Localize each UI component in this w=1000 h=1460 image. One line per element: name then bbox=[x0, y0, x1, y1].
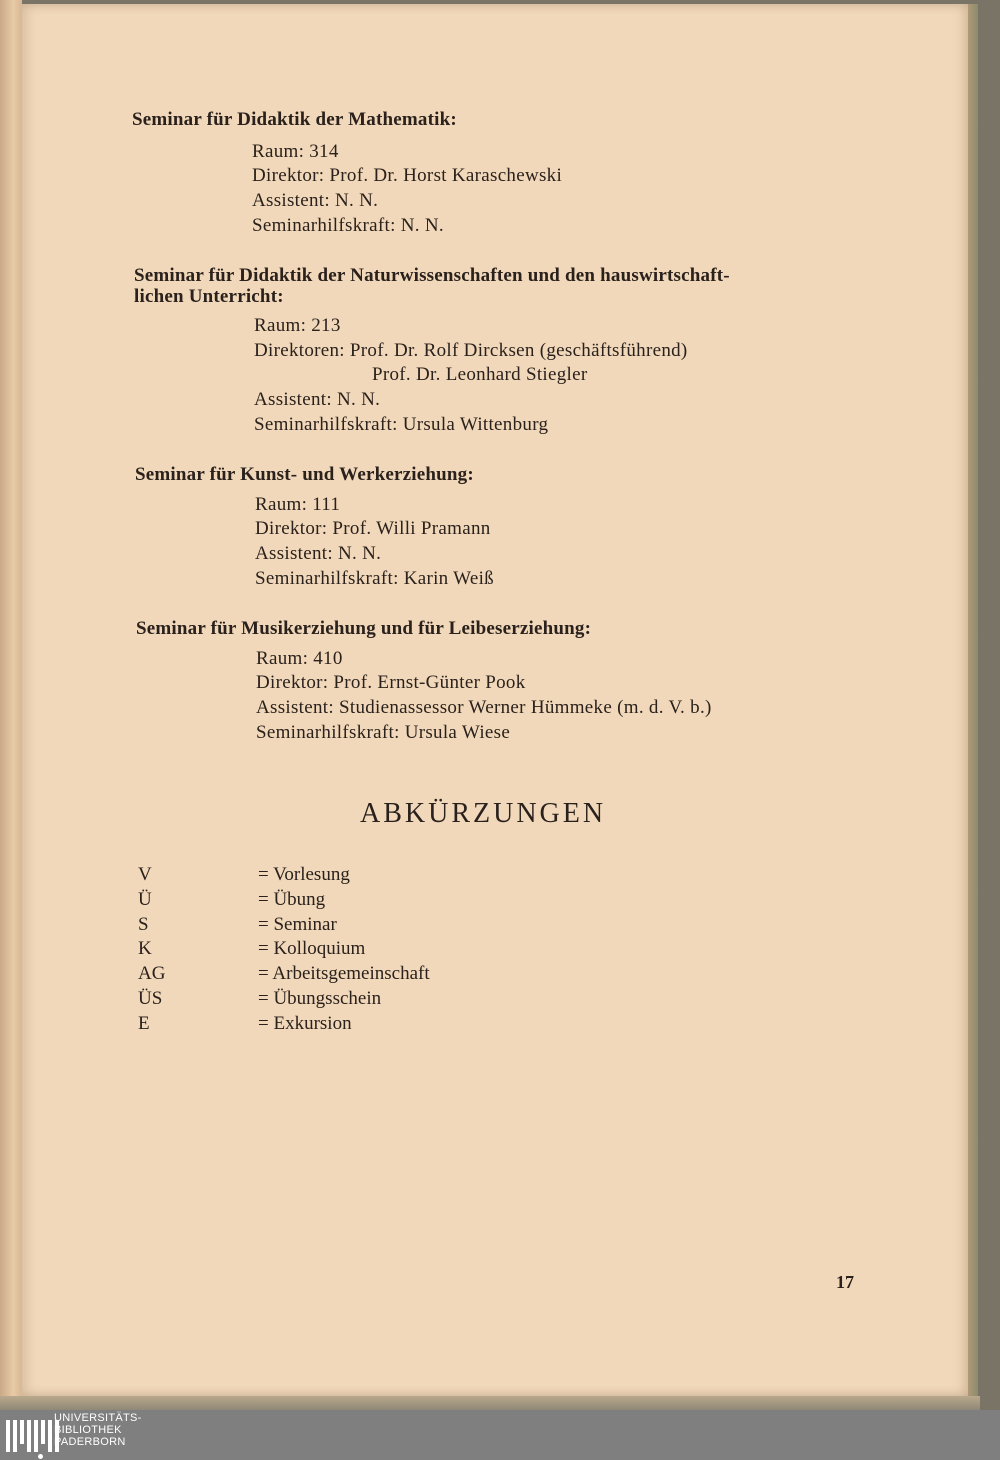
section-title-naturwissenschaften-cont: lichen Unterricht: bbox=[134, 286, 284, 307]
section-line: Raum: 410 bbox=[256, 648, 343, 669]
section-line: Assistent: Studienassessor Werner Hümmeke (m. d. V. b.) bbox=[256, 697, 712, 718]
section-line: Assistent: N. N. bbox=[255, 543, 382, 564]
abbr-key: V bbox=[138, 864, 152, 885]
section-line: Assistent: N. N. bbox=[252, 190, 379, 211]
abbr-key: S bbox=[138, 914, 149, 935]
book-right-edge bbox=[968, 4, 978, 1396]
abbr-value: = Kolloquium bbox=[258, 938, 366, 959]
library-logo-dot-icon bbox=[38, 1454, 43, 1459]
abbr-value: = Übung bbox=[258, 889, 326, 910]
section-line: Direktoren: Prof. Dr. Rolf Dircksen (geschäftsführend) bbox=[254, 340, 688, 361]
page-number: 17 bbox=[836, 1272, 854, 1292]
abbr-value: = Exkursion bbox=[258, 1013, 352, 1034]
abbr-key: Ü bbox=[138, 889, 152, 910]
section-line: Prof. Dr. Leonhard Stiegler bbox=[372, 364, 588, 385]
abbr-value: = Arbeitsgemeinschaft bbox=[258, 963, 430, 984]
section-line: Seminarhilfskraft: Karin Weiß bbox=[255, 568, 494, 589]
library-name-line: PADERBORN bbox=[54, 1436, 126, 1448]
section-title-musik: Seminar für Musikerziehung und für Leibeserziehung: bbox=[136, 618, 592, 639]
library-logo-icon bbox=[6, 1420, 59, 1452]
library-name bbox=[54, 1412, 142, 1448]
abbr-key: ÜS bbox=[138, 988, 163, 1009]
section-line: Direktor: Prof. Ernst-Günter Pook bbox=[256, 672, 526, 693]
section-title-naturwissenschaften: Seminar für Didaktik der Naturwissenschaften und den hauswirtschaft- bbox=[134, 265, 730, 286]
abbr-key: E bbox=[138, 1013, 150, 1034]
abbr-value: = Seminar bbox=[258, 914, 337, 935]
section-line: Raum: 111 bbox=[255, 494, 341, 515]
section-line: Raum: 213 bbox=[254, 315, 341, 336]
section-line: Seminarhilfskraft: Ursula Wiese bbox=[256, 722, 511, 743]
page-content bbox=[22, 4, 970, 1396]
abbr-value: = Übungsschein bbox=[258, 988, 382, 1009]
section-line: Direktor: Prof. Dr. Horst Karaschewski bbox=[252, 165, 563, 186]
book-gutter bbox=[0, 0, 22, 1400]
section-line: Seminarhilfskraft: N. N. bbox=[252, 215, 444, 236]
section-line: Assistent: N. N. bbox=[254, 389, 381, 410]
abbr-key: K bbox=[138, 938, 152, 959]
section-line: Raum: 314 bbox=[252, 141, 339, 162]
document-page bbox=[22, 4, 970, 1396]
abbr-value: = Vorlesung bbox=[258, 864, 350, 885]
section-line: Direktor: Prof. Willi Pramann bbox=[255, 518, 491, 539]
library-name-line: BIBLIOTHEK bbox=[54, 1424, 122, 1436]
section-line: Seminarhilfskraft: Ursula Wittenburg bbox=[254, 414, 549, 435]
section-title-mathematik: Seminar für Didaktik der Mathematik: bbox=[132, 109, 457, 130]
abbr-key: AG bbox=[138, 963, 166, 984]
book-bottom-edge bbox=[0, 1396, 980, 1410]
library-footer bbox=[0, 1410, 1000, 1460]
library-name-line: UNIVERSITÄTS- bbox=[54, 1412, 142, 1424]
abbreviations-heading: ABKÜRZUNGEN bbox=[360, 798, 607, 829]
section-title-kunst: Seminar für Kunst- und Werkerziehung: bbox=[135, 464, 474, 485]
